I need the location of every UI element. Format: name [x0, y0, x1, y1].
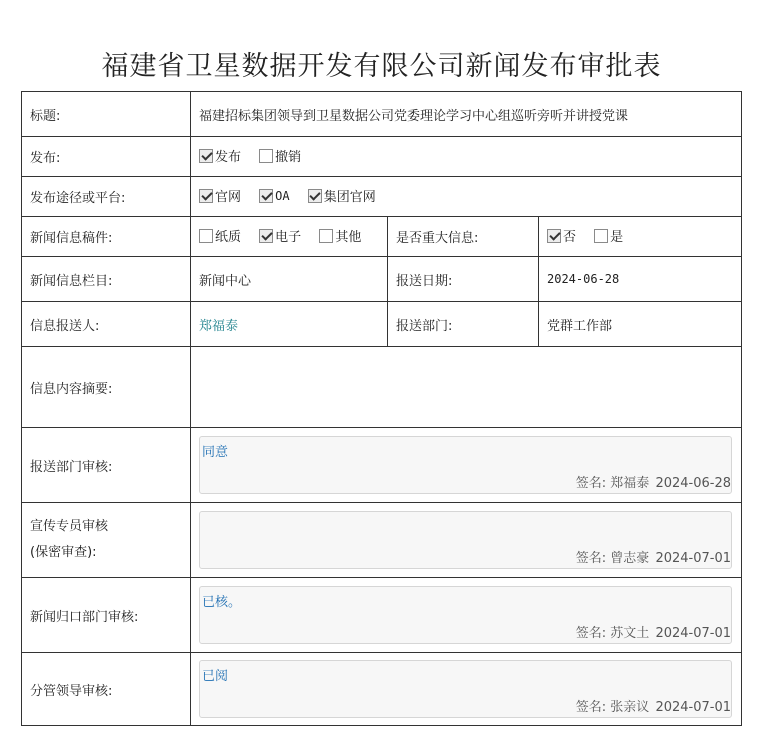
signer-name: 苏文土 — [610, 626, 650, 641]
summary-value — [191, 347, 742, 428]
checkbox-checked-icon — [199, 149, 213, 163]
checkbox-checked-icon — [547, 229, 561, 243]
checkbox-checked-icon — [199, 189, 213, 203]
review-signature — [576, 472, 731, 491]
summary-label: 信息内容摘要: — [22, 347, 191, 428]
reporter-value[interactable]: 郑福泰 — [191, 302, 388, 347]
checkbox-unchecked-icon — [594, 229, 608, 243]
paper-checkbox-label: 纸质 — [215, 230, 242, 246]
approval-form-table — [21, 91, 742, 726]
review-cell — [191, 503, 742, 578]
manuscript-row — [22, 217, 742, 257]
channel-label: 发布途径或平台: — [22, 177, 191, 217]
subject-value: 福建招标集团领导到卫星数据公司党委理论学习中心组巡听旁听并讲授党课 — [191, 92, 742, 137]
checkbox-checked-icon — [308, 189, 322, 203]
subject-row — [22, 92, 742, 137]
review-label — [22, 578, 191, 653]
signer-name: 张亲议 — [610, 700, 650, 715]
oa-checkbox[interactable] — [259, 189, 289, 203]
group-website-checkbox[interactable] — [308, 186, 376, 205]
other-checkbox[interactable] — [319, 226, 361, 245]
manuscript-options — [191, 217, 388, 257]
sign-date: 2024-06-28 — [655, 476, 731, 491]
checkbox-unchecked-icon — [259, 149, 273, 163]
review-signature — [576, 696, 731, 715]
review-opinion-box[interactable] — [199, 660, 732, 718]
review-opinion: 已阅 — [202, 669, 229, 684]
revoke-checkbox[interactable] — [259, 146, 301, 165]
sign-date: 2024-07-01 — [655, 626, 731, 641]
checkbox-unchecked-icon — [319, 229, 333, 243]
review-label-line2: (保密审查): — [30, 545, 97, 560]
review-cell — [191, 578, 742, 653]
review-row — [22, 578, 742, 653]
channel-row — [22, 177, 742, 217]
review-row — [22, 428, 742, 503]
publish-options — [191, 137, 742, 177]
major-info-label: 是否重大信息: — [388, 217, 539, 257]
review-signature — [576, 622, 731, 641]
submit-date-label: 报送日期: — [388, 257, 539, 302]
review-cell — [191, 428, 742, 503]
major-info-options — [539, 217, 742, 257]
summary-row — [22, 347, 742, 428]
column-row — [22, 257, 742, 302]
reporter-label: 信息报送人: — [22, 302, 191, 347]
column-label: 新闻信息栏目: — [22, 257, 191, 302]
signer-name: 曾志豪 — [610, 551, 650, 566]
review-opinion: 同意 — [202, 445, 229, 460]
submit-date-value: 2024-06-28 — [539, 257, 742, 302]
review-label-line1: 新闻归口部门审核: — [30, 609, 139, 625]
major-yes-checkbox[interactable] — [594, 226, 623, 245]
submit-dept-label: 报送部门: — [388, 302, 539, 347]
review-opinion: 已核。 — [202, 595, 242, 610]
website-checkbox-label: 官网 — [215, 190, 242, 206]
signature-prefix: 签名: — [575, 626, 607, 641]
sign-date: 2024-07-01 — [655, 551, 731, 566]
publish-row — [22, 137, 742, 177]
review-label — [22, 503, 191, 578]
group-website-checkbox-label: 集团官网 — [323, 190, 376, 206]
review-label-line1: 宣传专员审核 — [30, 519, 109, 534]
signature-prefix: 签名: — [575, 551, 607, 566]
review-row — [22, 653, 742, 726]
review-signature — [576, 547, 731, 566]
subject-label: 标题: — [22, 92, 191, 137]
major-yes-checkbox-label: 是 — [610, 230, 624, 246]
other-checkbox-label: 其他 — [335, 230, 362, 246]
major-no-checkbox[interactable] — [547, 226, 576, 245]
electronic-checkbox-label: 电子 — [275, 230, 302, 246]
checkbox-checked-icon — [259, 189, 273, 203]
publish-checkbox-label: 发布 — [215, 150, 242, 166]
submit-dept-value: 党群工作部 — [539, 302, 742, 347]
publish-label: 发布: — [22, 137, 191, 177]
manuscript-label: 新闻信息稿件: — [22, 217, 191, 257]
review-opinion-box[interactable] — [199, 436, 732, 494]
column-value: 新闻中心 — [191, 257, 388, 302]
website-checkbox[interactable] — [199, 186, 241, 205]
signer-name: 郑福泰 — [610, 476, 650, 491]
publish-checkbox[interactable] — [199, 146, 241, 165]
electronic-checkbox[interactable] — [259, 226, 301, 245]
signature-prefix: 签名: — [575, 700, 607, 715]
checkbox-unchecked-icon — [199, 229, 213, 243]
review-cell — [191, 653, 742, 726]
oa-checkbox-label: OA — [275, 188, 290, 203]
review-label — [22, 653, 191, 726]
review-label-line1: 分管领导审核: — [30, 683, 113, 699]
page-title: 福建省卫星数据开发有限公司新闻发布审批表 — [101, 51, 662, 82]
signature-prefix: 签名: — [575, 476, 607, 491]
checkbox-checked-icon — [259, 229, 273, 243]
sign-date: 2024-07-01 — [655, 700, 731, 715]
reporter-row — [22, 302, 742, 347]
review-label — [22, 428, 191, 503]
review-label-line1: 报送部门审核: — [30, 459, 113, 475]
review-opinion-box[interactable] — [199, 586, 732, 644]
major-no-checkbox-label: 否 — [563, 230, 577, 246]
channel-options — [191, 177, 742, 217]
review-row — [22, 503, 742, 578]
paper-checkbox[interactable] — [199, 226, 241, 245]
revoke-checkbox-label: 撤销 — [275, 150, 302, 166]
review-opinion-box[interactable] — [199, 511, 732, 569]
